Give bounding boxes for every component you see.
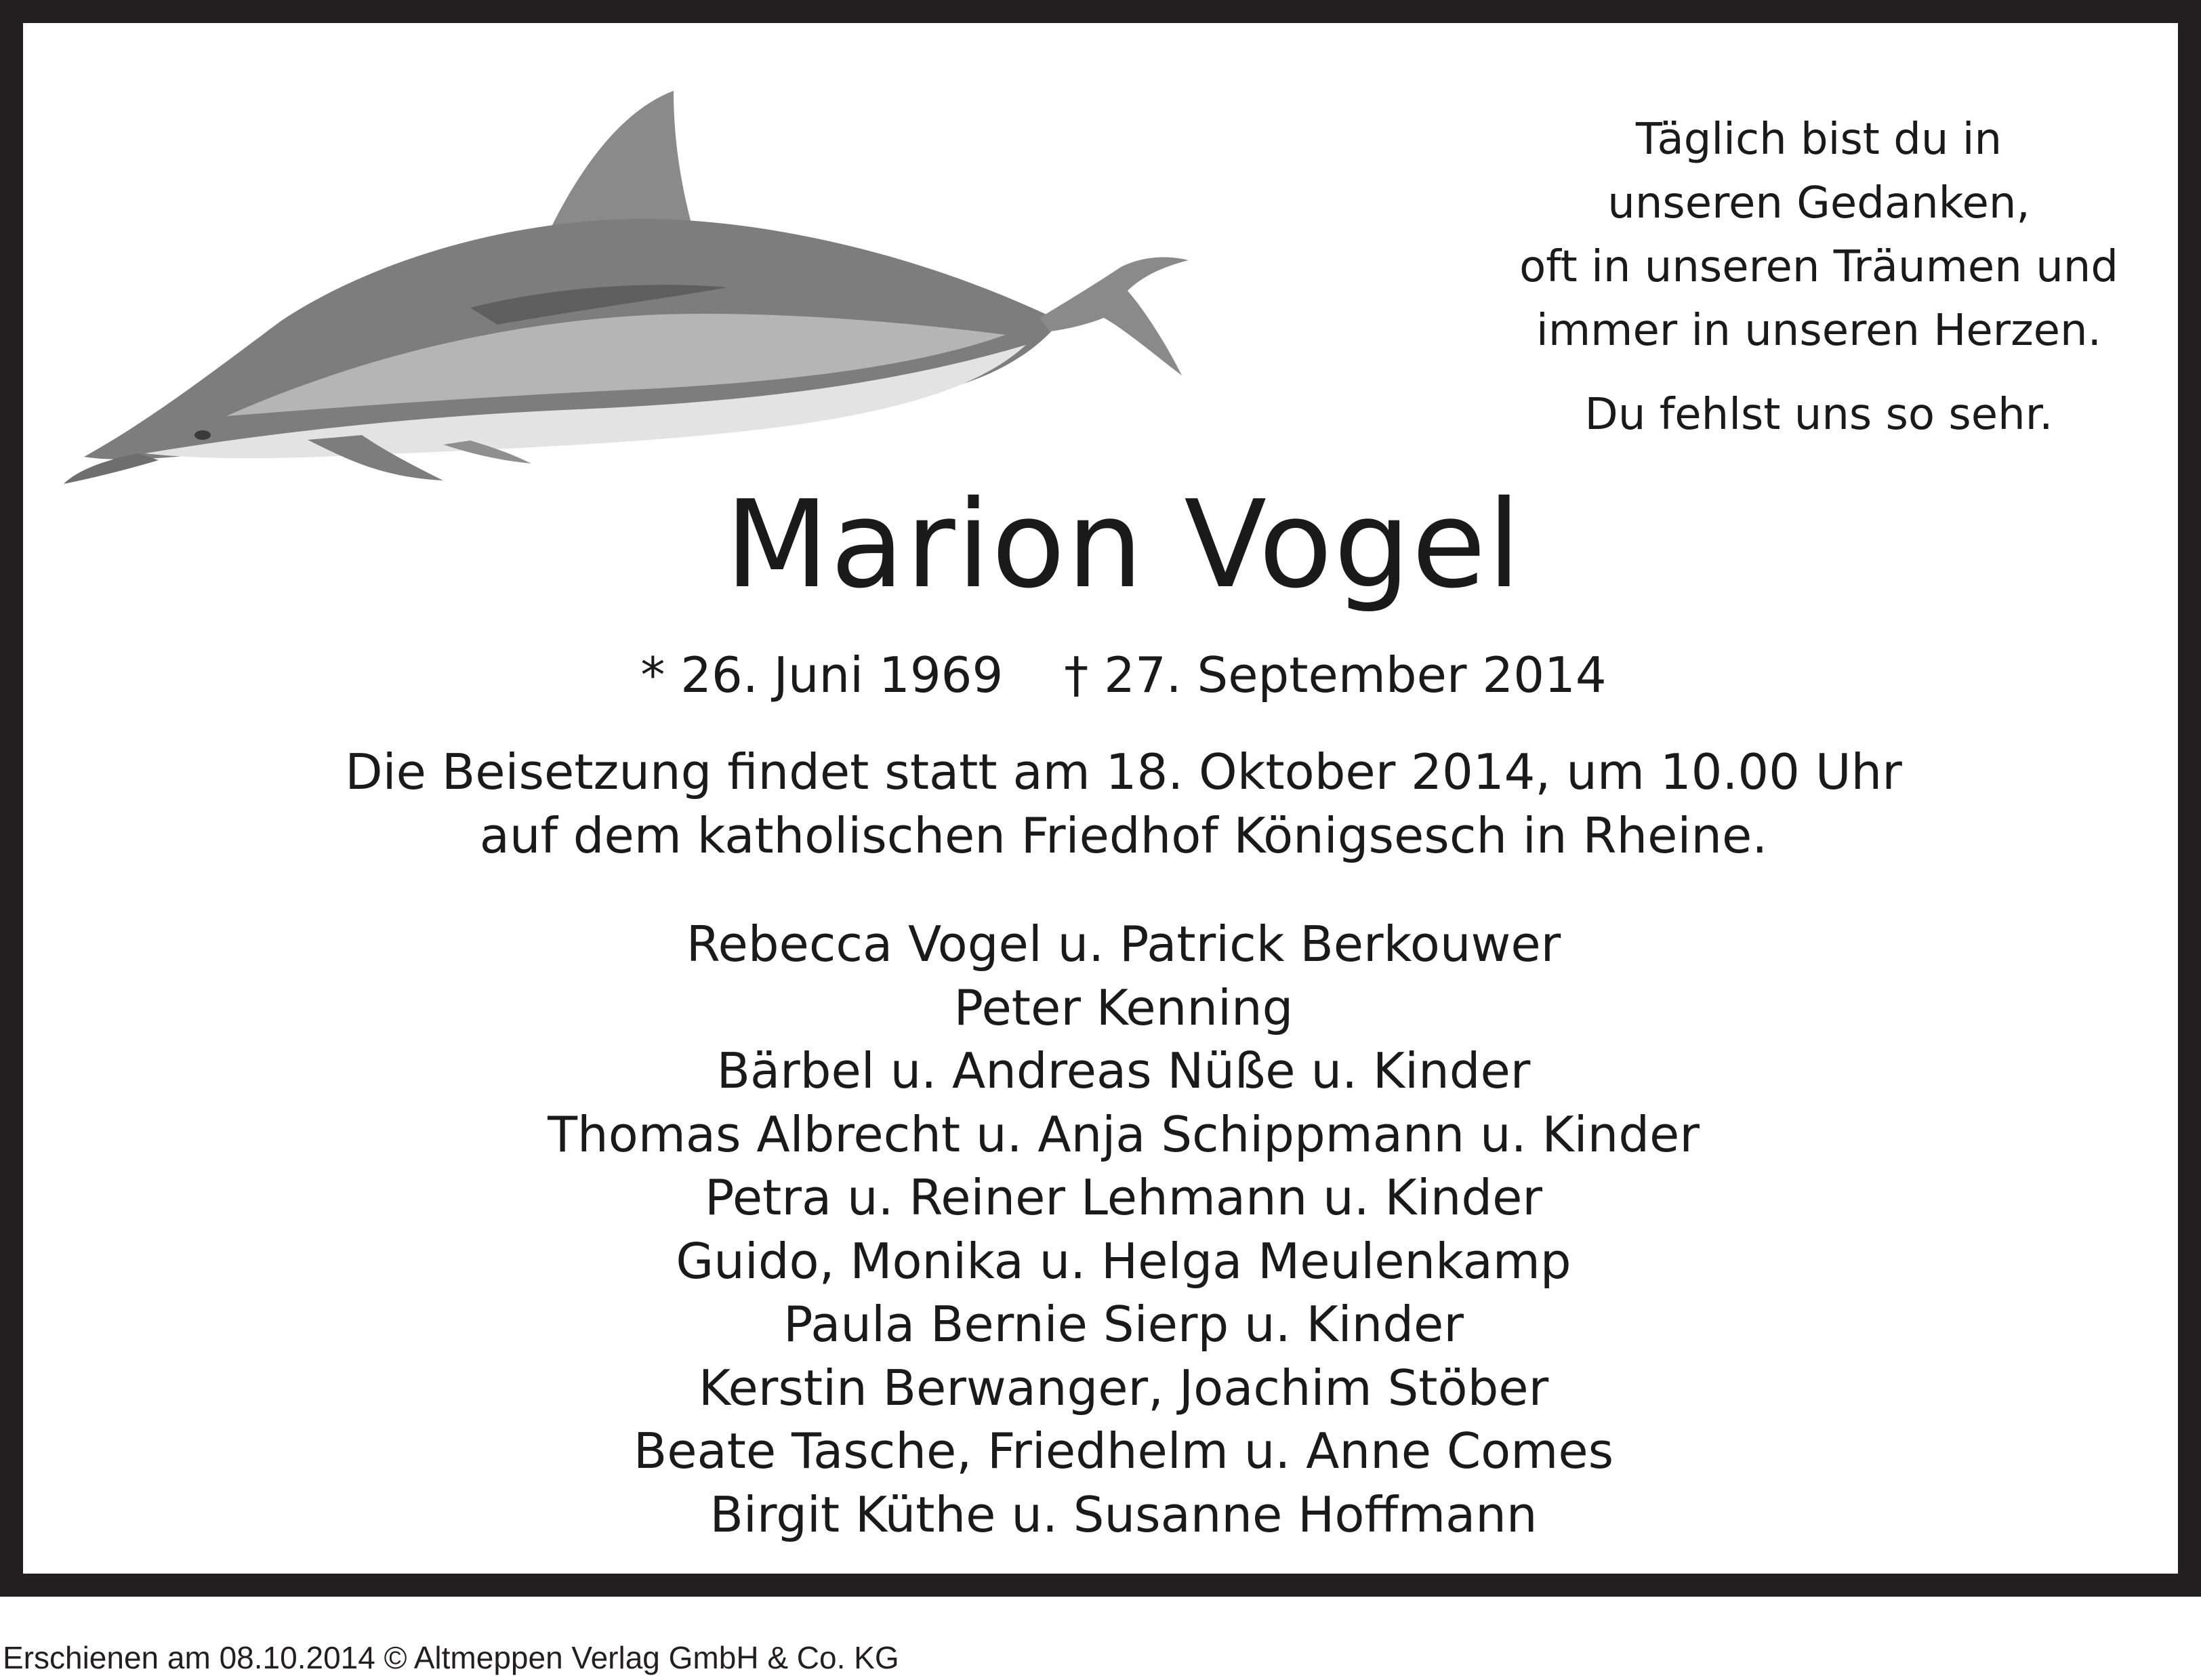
burial-line: Die Beisetzung findet statt am 18. Oktober 2014, um 10.00 Uhr xyxy=(345,743,1902,800)
list-item: Thomas Albrecht u. Anja Schippmann u. Kinder xyxy=(548,1105,1700,1163)
poem-line: unseren Gedanken, xyxy=(1607,178,2030,228)
list-item: Paula Bernie Sierp u. Kinder xyxy=(783,1296,1464,1353)
burial-info xyxy=(23,740,2201,867)
deceased-name: Marion Vogel xyxy=(724,474,1523,615)
poem-line: oft in unseren Träumen und xyxy=(1519,242,2118,292)
list-item: Peter Kenning xyxy=(953,979,1294,1036)
poem-line: Täglich bist du in xyxy=(1635,115,2002,165)
dolphin-icon xyxy=(64,64,1189,484)
list-item: Birgit Küthe u. Susanne Hoffmann xyxy=(709,1486,1538,1543)
list-item: Petra u. Reiner Lehmann u. Kinder xyxy=(705,1169,1542,1226)
poem-closing: Du fehlst uns so sehr. xyxy=(1584,390,2053,440)
mourners-list xyxy=(23,913,2201,1546)
birth-date: * 26. Juni 1969 xyxy=(640,647,1004,703)
list-item: Bärbel u. Andreas Nüße u. Kinder xyxy=(716,1042,1531,1099)
list-item: Beate Tasche, Friedhelm u. Anne Comes xyxy=(633,1422,1614,1479)
list-item: Kerstin Berwanger, Joachim Stöber xyxy=(698,1359,1549,1416)
life-dates xyxy=(23,641,2201,709)
death-date: † 27. September 2014 xyxy=(1064,647,1607,703)
poem xyxy=(1446,108,2192,447)
list-item: Guido, Monika u. Helga Meulenkamp xyxy=(676,1232,1571,1290)
burial-line: auf dem katholischen Friedhof Königsesch in Rheine. xyxy=(479,807,1768,864)
publication-footer: Erschienen am 08.10.2014 © Altmeppen Verlag GmbH & Co. KG xyxy=(3,1640,899,1675)
list-item: Rebecca Vogel u. Patrick Berkouwer xyxy=(686,916,1561,972)
poem-line: immer in unseren Herzen. xyxy=(1536,306,2101,356)
